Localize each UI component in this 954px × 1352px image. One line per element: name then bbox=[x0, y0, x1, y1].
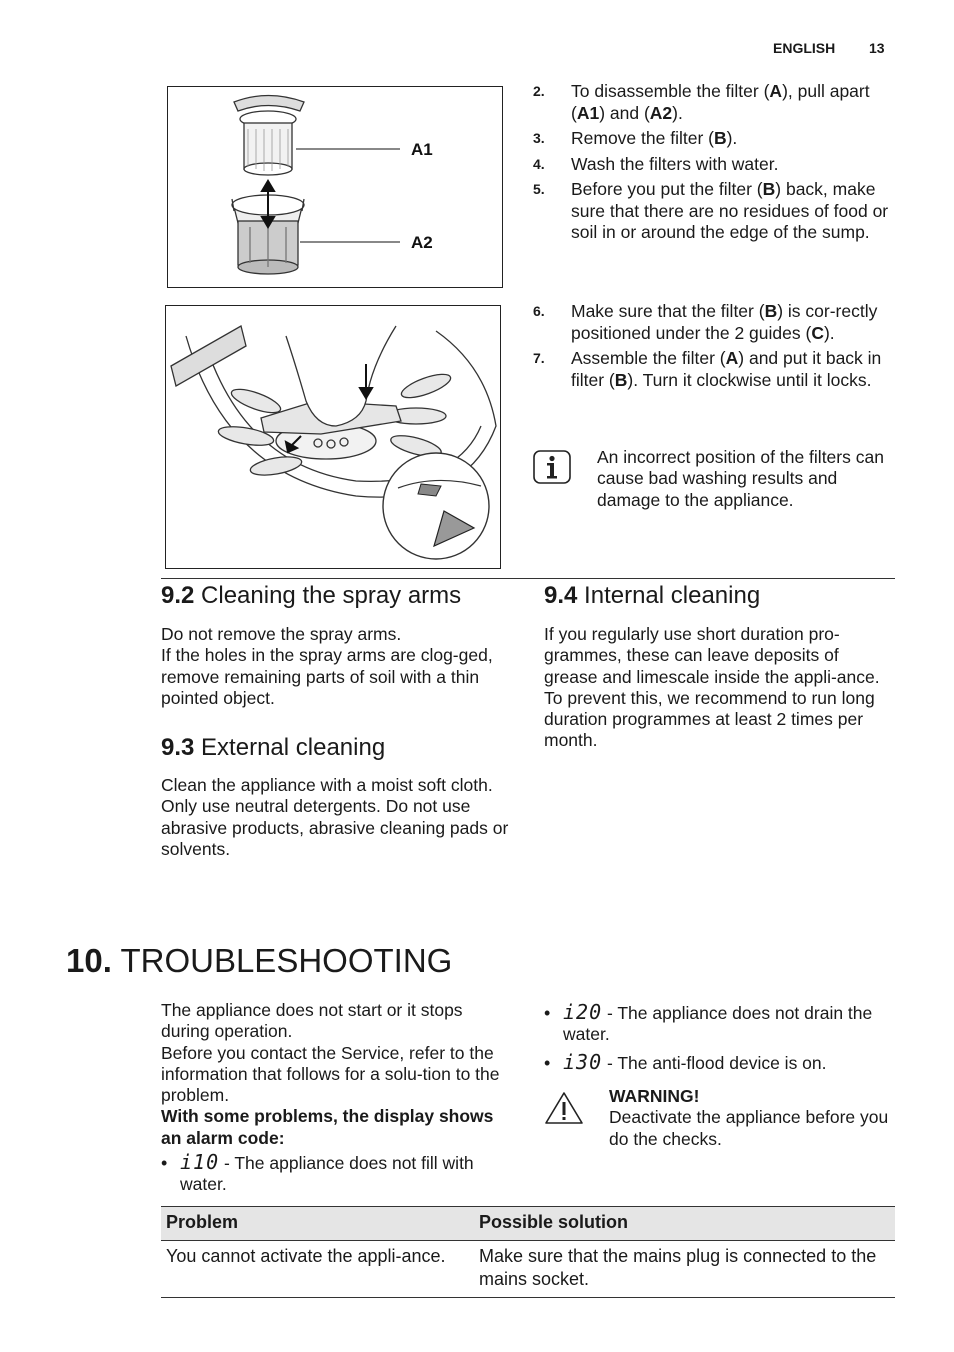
troubleshooting-intro: The appliance does not start or it stops during operation. Before you contact the Service, refer to the information that follows for a solu-tion to the problem. With some problems, the display shows an alarm code: • i10 - The appliance does not fill with water. bbox=[161, 1000, 507, 1196]
section-9-2-body: Do not remove the spray arms. If the holes in the spray arms are clog-ged, remove remaining parts of soil with a thin pointed object. bbox=[161, 624, 493, 708]
header-language: ENGLISH bbox=[773, 40, 836, 56]
step-item: 3. Remove the filter (B). bbox=[533, 128, 738, 148]
steps-group-1 bbox=[533, 81, 889, 248]
warning-title: WARNING! bbox=[609, 1086, 700, 1106]
section-divider bbox=[161, 578, 895, 579]
step-number: 2. bbox=[533, 83, 545, 99]
troubleshooting-alarms-right bbox=[544, 1002, 884, 1074]
steps-group-2 bbox=[533, 301, 889, 395]
label-a1: A1 bbox=[411, 140, 433, 159]
page-number: 13 bbox=[869, 40, 885, 56]
section-9-2-heading: 9.2 Cleaning the spray arms bbox=[161, 582, 462, 609]
troubleshooting-table bbox=[161, 1206, 895, 1298]
filter-assembly-illustration bbox=[166, 306, 500, 568]
table-row bbox=[161, 1241, 895, 1298]
filter-disassembly-illustration bbox=[168, 87, 502, 287]
alarm-item: • i10 - The appliance does not fill with water. bbox=[161, 1150, 474, 1195]
step-item: 7. Assemble the filter (A) and put it back in filter (B). Turn it clockwise until it locks. bbox=[533, 348, 882, 390]
step-number: 5. bbox=[533, 181, 545, 197]
table-header-solution: Possible solution bbox=[474, 1207, 895, 1241]
filter-assembly-figure bbox=[165, 305, 501, 569]
alarm-item: • i30 - The anti-flood device is on. bbox=[544, 1049, 827, 1074]
table-cell-solution: Make sure that the mains plug is connected to the mains socket. bbox=[474, 1241, 895, 1298]
alarm-code: i10 bbox=[180, 1150, 220, 1175]
section-9-3-body: Clean the appliance with a moist soft cloth. Only use neutral detergents. Do not use abrasive products, abrasive cleaning pads or solvents. bbox=[161, 775, 509, 859]
warning-icon bbox=[544, 1090, 584, 1126]
warning-text: Deactivate the appliance before you do the checks. bbox=[609, 1107, 889, 1149]
section-10-heading: 10. TROUBLESHOOTING bbox=[66, 942, 453, 979]
filter-disassembly-figure bbox=[167, 86, 503, 288]
alarm-code: i30 bbox=[563, 1049, 603, 1074]
alarm-item: • i20 - The appliance does not drain the water. bbox=[544, 1000, 873, 1045]
warning-box bbox=[609, 1086, 894, 1150]
table-header-problem: Problem bbox=[161, 1207, 474, 1241]
section-9-4-heading: 9.4 Internal cleaning bbox=[544, 582, 761, 609]
info-icon bbox=[533, 450, 571, 484]
section-9-4-body: If you regularly use short duration pro-grammes, these can leave deposits of grease and limescale inside the appli-ance. To prevent this, we recommend to run long duration programmes at least 2 times per month. bbox=[544, 624, 880, 751]
step-item: 5. Before you put the filter (B) back, make sure that there are no residues of food or soil in or around the edge of the sump. bbox=[533, 179, 889, 242]
step-item: 6. Make sure that the filter (B) is cor-rectly positioned under the 2 guides (C). bbox=[533, 301, 878, 343]
step-item: 2. To disassemble the filter (A), pull apart (A1) and (A2). bbox=[533, 81, 870, 123]
step-number: 6. bbox=[533, 303, 545, 319]
table-header-row bbox=[161, 1207, 895, 1241]
step-number: 4. bbox=[533, 155, 545, 172]
info-note-text: An incorrect position of the filters can cause bad washing results and damage to the appliance. bbox=[597, 447, 884, 510]
alarm-code: i20 bbox=[563, 1000, 603, 1024]
step-item: 4. Wash the filters with water. bbox=[533, 153, 779, 174]
step-number: 3. bbox=[533, 130, 545, 146]
step-number: 7. bbox=[533, 350, 545, 366]
table-cell-problem: You cannot activate the appli-ance. bbox=[161, 1241, 474, 1298]
alarm-code-intro: With some problems, the display shows an alarm code: bbox=[161, 1106, 494, 1148]
section-9-3-heading: 9.3 External cleaning bbox=[161, 734, 386, 761]
label-a2: A2 bbox=[411, 233, 433, 252]
